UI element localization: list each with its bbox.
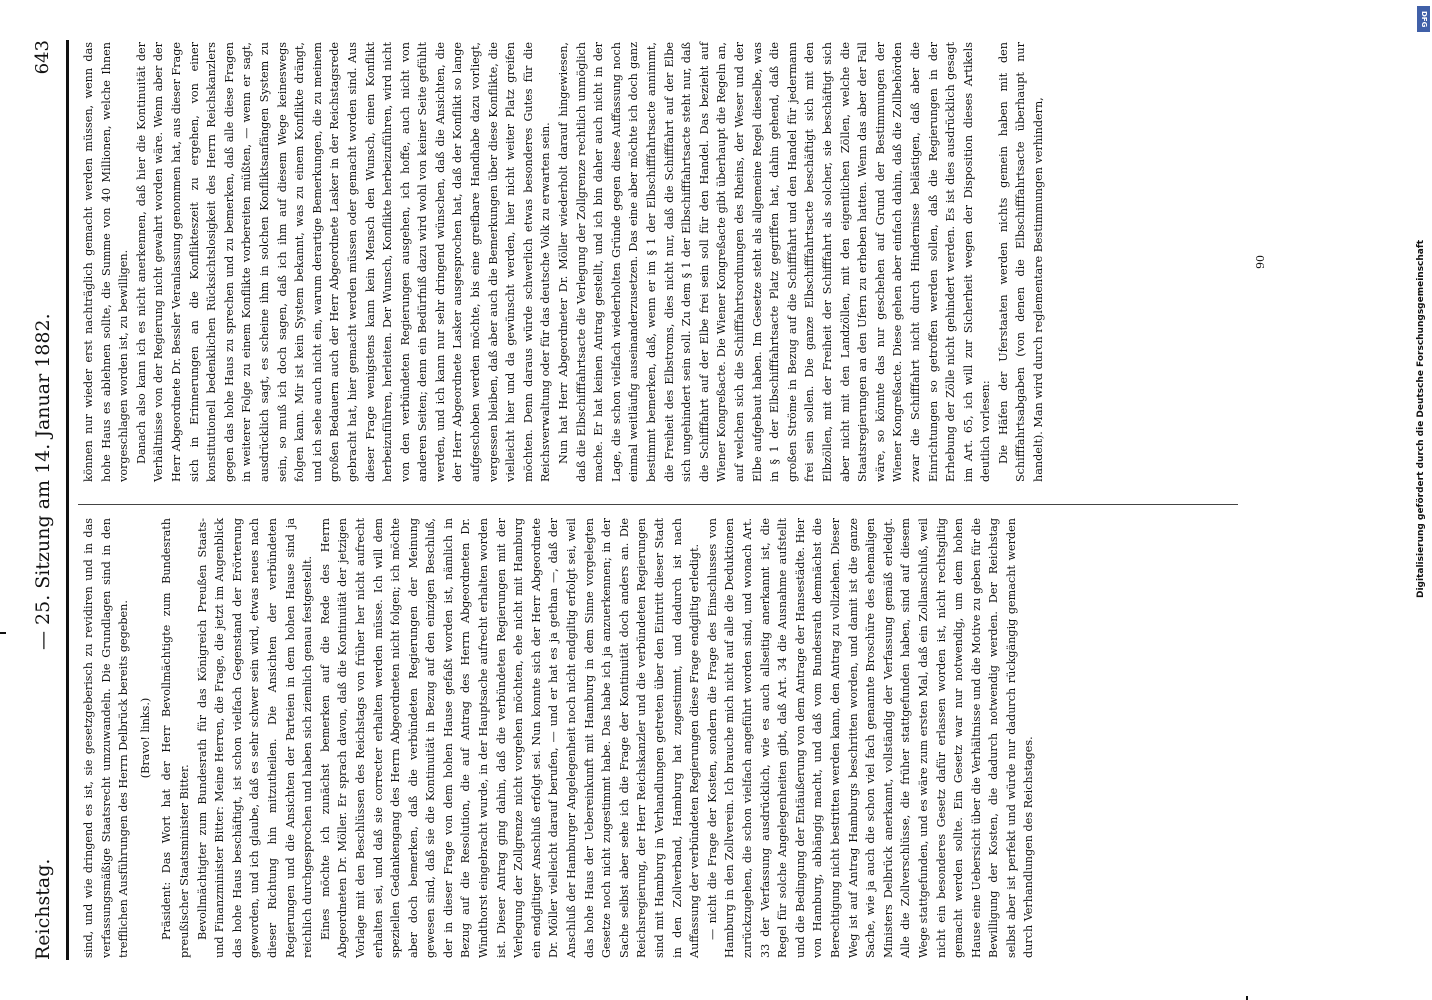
- scan-edge-mark: [1246, 996, 1248, 1000]
- header-rule: [66, 40, 69, 960]
- applause-note: (Bravo! links.): [138, 697, 152, 779]
- paragraph: — nicht die Frage der Kosten, sondern die Frage des Einschlusses von Hamburg in den Zollverein. Ich brauche mich nicht auf alle die Deduktionen zurückzugehen, die schon vielfach angeführt worden sind, und wonach Art. 33 der Verfassung ausdrücklich, wie es auch allseitig anerkannt ist, die Regel für solche Angelegenheiten gibt, daß Art. 34 die Ausnahme aufstellt und die Bedingung der Entäußerung von dem Antrage der Hansestädte. Hier von Hamburg, abhängig macht, und daß vom Bundesrath demnächst die Berechtigung nicht bestritten werden kann, den Antrag zu vollziehen. Dieser Weg ist auf Antrag Hamburgs beschritten worden, und damit ist die ganze Sache, wie ja auch die schon viel fach genannte Broschüre des ehemaligen Ministers Delbrück anerkannt, vollständig der Verfassung gemäß erledigt. Alle die Zollverschlüsse, die früher stattgefunden haben, sind auf diesem Wege stattgefunden, und es wäre zum ersten Mal, daß ein Zollanschluß, weil nicht ein besonderes Gesetz dafür erlassen worden ist, nicht rechtsgiltig gemacht werden sollte. Ein Gesetz war nur notwendig, um dem hohen Hause eine Uebersicht über die Verhältnisse und die Motive zu geben für die Bewilligung der Kosten, die dadurch notwendig werden. Der Reichstag selbst aber ist perfekt und würde nur dadurch rückgängig gemacht werden durch Verhandlungen des Reichstages.: [705, 518, 1036, 958]
- page-number: 643: [32, 40, 53, 75]
- column-separator: [78, 504, 1238, 505]
- attribution-text: Digitalisierung gefördert durch die Deutsche Forschungsgemeinschaft: [1416, 239, 1426, 598]
- page-header: [32, 40, 62, 960]
- paragraph: Danach also kann ich es nicht anerkennen, daß hier die Kontinuität der Verhältnisse von der Regierung nicht gewahrt worden wäre. Wenn aber der Herr Abgeordnete Dr. Bessler Veranlassung genommen hat, aus dieser Frage sich in Erinnerungen an die Konflikteszeit zu ergehen, von einer konstitutionell bedenklichen Rücksichtslosigkeit des Herrn Reichskanzlers gegen das hohe Haus zu sprechen und zu bemerken, daß alle diese Fragen in weiterer Folge zu einem Konflikte vorbereiten müßten, — wenn er sagt, ausdrücklich sagt, es scheine ihm in solchen Konfliktsanfängen System zu sein, so muß ich doch sagen, daß ich ihm auf diesem Wege keineswegs folgen kann. Mir ist kein System bekannt, was zu einem Konflikte drängt, und ich sehe auch nicht ein, warum derartige Bemerkungen, die zu meinem großen Bedauern auch der Herr Abgeordnete Lasker in der Reichstagsrede gebracht hat, hier gemacht werden müssen oder gemacht worden sind. Aus dieser Frage wenigstens kann kein Mensch den Wunsch, einen Konflikt herbeizuführen, herleiten. Der Wunsch, Konflikte herbeizuführen, wird nicht von den verbündeten Regierungen ausgehen, ich hoffe, auch nicht von anderen Seiten; denn ein Bedürfniß dazu wird wohl von keiner Seite gefühlt werden, und ich kann nur sehr dringend wünschen, daß die Ansichten, die der Herr Abgeordnete Lasker ausgesprochen hat, daß der Konflikt so lange aufgeschoben werden möchte, bis eine greifbare Handhabe dazu vorliegt, vergessen bleiben, daß aber auch die Bemerkungen über diese Konflikte, die vielleicht hier und da gewünscht werden, hier nicht weiter Platz greifen möchten. Denn daraus würde schwerlich etwas besonderes Gutes für die Reichsverwaltung oder für das deutsche Volk zu erwarten sein.: [134, 42, 553, 482]
- paragraph: können nur wieder erst nachträglich gemacht werden müssen, wenn das hohe Haus es ablehnen sollte, die Summe von 40 Millionen, welche Ihnen vorgeschlagen worden ist, zu bewilligen.: [82, 42, 131, 482]
- header-left: Reichstag.: [32, 858, 54, 960]
- quote-paragraph: Die Häfen der Uferstaaten werden nichts gemein haben mit den Schifffahrtsabgaben (von denen die Elbschifffahrtsacte überhaupt nur handelt). Man wird durch reglementare Bestimmungen verhindern,: [996, 42, 1046, 482]
- paragraph: sind, und wie dringend es ist, sie gesetzgeberisch zu revidiren und in das verfassungsmäßige Staatsrecht umzuwandeln. Die Grundlagen sind in den trefflichen Ausführungen des Herrn Delbrück bereits gegeben.: [82, 518, 131, 958]
- left-column: [80, 518, 1038, 958]
- paragraph: Präsident: Das Wort hat der Herr Bevollmächtigte zum Bundesrath preußischer Staatsminister Bitter.: [160, 518, 191, 958]
- scan-edge-mark: [0, 632, 6, 634]
- dfg-logo-icon: DFG: [1417, 6, 1430, 32]
- right-column: [80, 42, 1267, 482]
- header-center: — 25. Sitzung am 14. Januar 1882.: [32, 313, 54, 650]
- paragraph: Eines möchte ich zunächst bemerken auf die Rede des Herrn Abgeordneten Dr. Möller. Er sprach davon, daß die Kontinuität der jetzigen Vorlage mit den Beschlüssen des Reichstags von früher her nicht aufrecht erhalten sei, und daß sie correcter erhalten werden müsse. Ich will dem speziellen Gedankengang des Herrn Abgeordneten nicht folgen; ich möchte aber doch bemerken, daß die verbündeten Regierungen der Meinung gewesen sind, daß sie die Kontinuität in Bezug auf den einzigen Beschluß, der in dieser Frage von dem hohen Hause gefaßt worden ist, nämlich in Bezug auf die Resolution, die auf Antrag des Herrn Abgeordneten Dr. Windthorst eingebracht wurde, in der Hauptsache aufrecht erhalten worden ist. Dieser Antrag ging dahin, daß die verbündeten Regierungen mit der Verlegung der Zollgrenze nicht vorgehen möchten, ehe nicht mit Hamburg ein endgiltiger Anschluß erfolgt sei. Nun konnte sich der Herr Abgeordnete Dr. Möller vielleicht darauf berufen, — und er hat es ja gethan —, daß der Anschluß der Hamburger Angelegenheit noch nicht endgiltig erfolgt sei, weil das hohe Haus der Uebereinkunft mit Hamburg in dem Sinne vorgelegten Gesetze noch nicht zugestimmt habe. Das habe ich ja anzuerkennen; in der Sache selbst aber sehe ich die Frage der Kontinuität doch anders an. Die Reichsregierung, der Herr Reichskanzler und die verbündeten Regierungen sind mit Hamburg in Verhandlungen getreten über den Eintritt dieser Stadt in den Zollverband, Hamburg hat zugestimmt, und dadurch ist nach Auffassung der verbündeten Regierungen diese Frage endgiltig erledigt.: [318, 518, 702, 958]
- paragraph: Nun hat Herr Abgeordneter Dr. Möller wiederholt darauf hingewiesen, daß die Elbschifffahrtsacte die Verlegung der Zollgrenze rechtlich unmöglich mache. Er hat keinen Antrag gestellt, und ich bin daher auch nicht in der Lage, die schon vielfach wiederholten Gründe gegen diese Auffassung noch einmal weitläufig auseinanderzusetzen. Das eine aber möchte ich doch ganz bestimmt bemerken, daß, wenn er im § 1 der Elbschifffahrtsacte annimmt, die Freiheit des Elbstroms, dies nicht nur, daß die Schifffahrt auf der Elbe sich ungehindert sein soll. Zu dem § 1 der Elbschifffahrtsacte steht nur, daß die Schifffahrt auf der Elbe frei sein soll für den Handel. Das bezieht auf Wiener Kongreßacte. Die Wiener Kongreßacte gibt überhaupt die Regeln an, auf welchen sich die Schifffahrtsordnungen des Rheins, der Weser und der Elbe aufgebaut haben. Im Gesetze steht als allgemeine Regel dieselbe, was in § 1 der Elbschifffahrtsacte Platz gegriffen hat, dahin gehend, daß die großen Ströme in Bezug auf die Schifffahrt und den Handel für jedermann frei sein sollen. Die ganze Elbschifffahrtsacte beschäftigt sich mit den Elbzöllen, mit der Freiheit der Schifffahrt als solcher, sie beschäftigt sich aber nicht mit den Landzöllen, mit den eigentlichen Zöllen, welche die Staatsregierungen an den Ufern zu erheben hatten. Wenn das aber der Fall wäre, so könnte das nur geschehen auf Grund der Bestimmungen der Wiener Kongreßacte. Diese gehen aber einfach dahin, daß die Zollbehörden zwar die Schifffahrt nicht durch Hindernisse belästigen, daß aber die Einrichtungen so getroffen werden sollen, daß die Regierungen in der Erhebung der Zölle nicht gehindert werden. Es ist dies ausdrücklich gesagt im Art. 65, ich will zur Sicherheit wegen der Disposition dieses Artikels deutlich vorlesen:: [557, 42, 993, 482]
- paragraph: Bevollmächtigter zum Bundesrath für das Königreich Preußen Staats- und Finanzminister Bitter: Meine Herren, die Frage, die jetzt im Augenblick das hohe Haus beschäftigt, ist schon vielfach Gegenstand der Erörterung geworden, und ich glaube, daß es sehr schwer sein wird, etwas neues nach dieser Richtung hin mitzutheilen. Die Ansichten der verbündeten Regierungen und die Ansichten der Parteien in dem hohen Hause sind ja reichlich durchgesprochen und haben sich ziemlich genau festgestellt.: [195, 518, 315, 958]
- footer-page-number: 90: [1254, 255, 1267, 269]
